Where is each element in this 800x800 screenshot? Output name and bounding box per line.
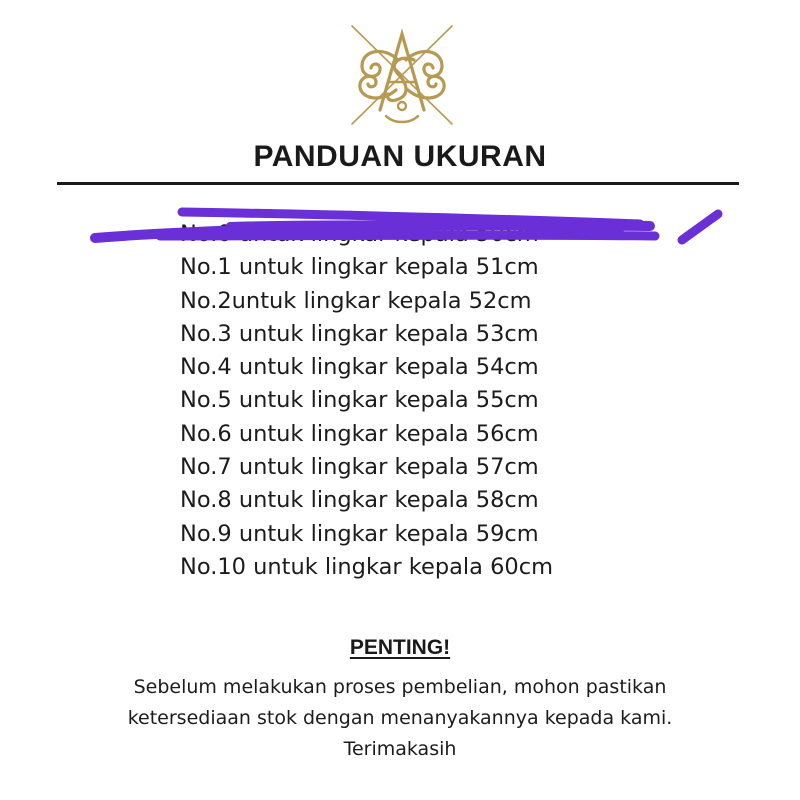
size-item-9: No.9 untuk lingkar kepala 59cm [180,520,539,547]
important-note [0,672,800,765]
page-title: PANDUAN UKURAN [253,140,547,173]
size-item-2: No.2untuk lingkar kepala 52cm [180,287,532,314]
monogram-logo-icon [340,20,464,130]
important-heading: PENTING! [349,636,451,659]
size-item-obscured: No.0 untuk lingkar kepala 50cm [180,221,539,247]
size-item-1: No.1 untuk lingkar kepala 51cm [180,254,539,281]
size-item-7: No.7 untuk lingkar kepala 57cm [180,454,539,481]
size-guide-list [180,218,553,584]
size-item-8: No.8 untuk lingkar kepala 58cm [180,487,539,514]
note-line-3: Terimakasih [343,738,457,760]
important-heading-wrapper [0,636,800,660]
size-item-10: No.10 untuk lingkar kepala 60cm [180,553,554,580]
size-item-6: No.6 untuk lingkar kepala 56cm [180,420,539,447]
note-line-1: Sebelum melakukan proses pembelian, mohon pastikan [133,676,667,698]
size-item-3: No.3 untuk lingkar kepala 53cm [180,320,539,347]
note-line-2: ketersediaan stok dengan menanyakannya kepada kami. [127,707,673,729]
size-item-4: No.4 untuk lingkar kepala 54cm [180,354,539,381]
title-divider [57,182,739,185]
size-item-5: No.5 untuk lingkar kepala 55cm [180,387,539,414]
